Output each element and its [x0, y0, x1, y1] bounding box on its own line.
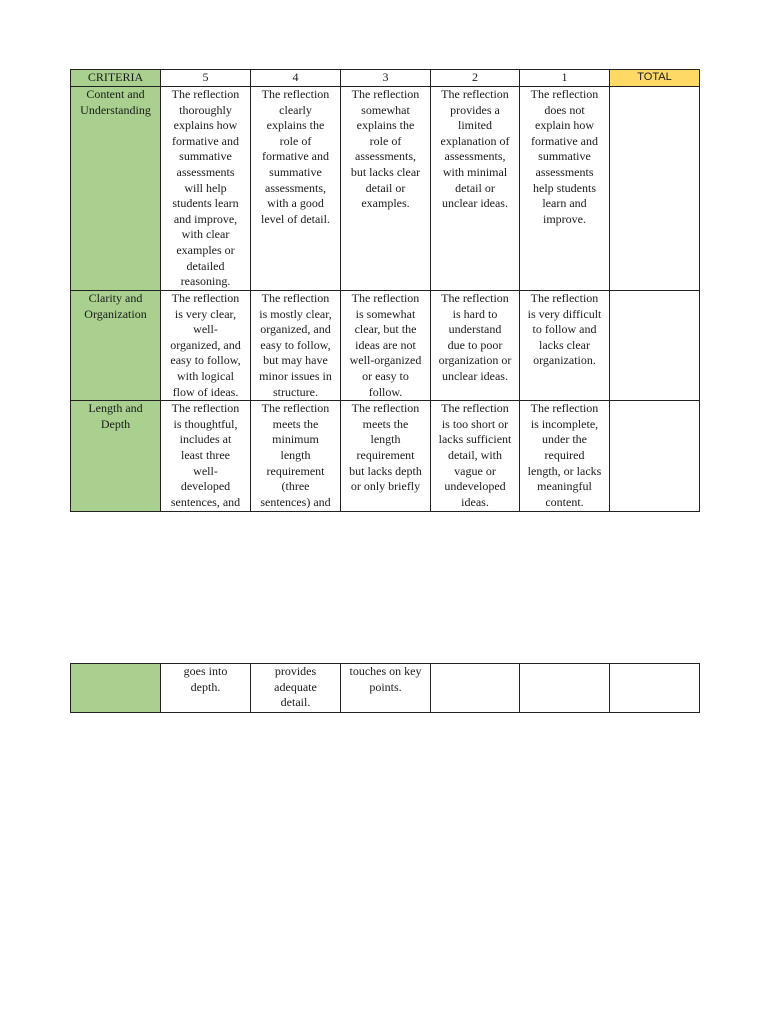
descriptor-cell: The reflection does not explain how formative and summative assessments help students learn and improve.: [520, 87, 610, 291]
descriptor-cell: The reflection is too short or lacks sufficient detail, with vague or undeveloped ideas.: [431, 401, 520, 512]
total-cell: [610, 87, 700, 291]
descriptor-cell: The reflection thoroughly explains how formative and summative assessments will help students learn and improve, with clear examples or detailed reasoning.: [161, 87, 251, 291]
criterion-cell: [71, 664, 161, 713]
descriptor-cell: The reflection is somewhat clear, but the ideas are not well-organized or easy to follow.: [341, 291, 431, 401]
descriptor-cell: The reflection is very difficult to follow and lacks clear organization.: [520, 291, 610, 401]
descriptor-cell: The reflection is very clear, well- organized, and easy to follow, with logical flow of ideas.: [161, 291, 251, 401]
descriptor-cell: The reflection clearly explains the role of formative and summative assessments, with a good level of detail.: [251, 87, 341, 291]
table-row: [71, 664, 700, 713]
descriptor-cell: The reflection provides a limited explanation of assessments, with minimal detail or unclear ideas.: [431, 87, 520, 291]
table-row: [71, 401, 700, 512]
descriptor-cell: provides adequate detail.: [251, 664, 341, 713]
descriptor-cell: The reflection meets the length requirement but lacks depth or only briefly: [341, 401, 431, 512]
descriptor-cell: [431, 664, 520, 713]
descriptor-cell: goes into depth.: [161, 664, 251, 713]
score-2-header: 2: [431, 70, 520, 87]
descriptor-cell: The reflection meets the minimum length requirement (three sentences) and: [251, 401, 341, 512]
total-header: TOTAL: [610, 70, 700, 87]
criteria-header: CRITERIA: [71, 70, 161, 87]
score-3-header: 3: [341, 70, 431, 87]
criterion-cell: Clarity and Organization: [71, 291, 161, 401]
descriptor-cell: The reflection is incomplete, under the required length, or lacks meaningful content.: [520, 401, 610, 512]
descriptor-cell: The reflection somewhat explains the role of assessments, but lacks clear detail or examples.: [341, 87, 431, 291]
descriptor-cell: [520, 664, 610, 713]
descriptor-cell: The reflection is thoughtful, includes at least three well- developed sentences, and: [161, 401, 251, 512]
descriptor-cell: The reflection is mostly clear, organized, and easy to follow, but may have minor issues in structure.: [251, 291, 341, 401]
descriptor-cell: touches on key points.: [341, 664, 431, 713]
rubric-table-continuation: [70, 663, 700, 713]
score-5-header: 5: [161, 70, 251, 87]
descriptor-cell: The reflection is hard to understand due to poor organization or unclear ideas.: [431, 291, 520, 401]
criterion-cell: Length and Depth: [71, 401, 161, 512]
criterion-cell: Content and Understanding: [71, 87, 161, 291]
total-cell: [610, 401, 700, 512]
total-cell: [610, 664, 700, 713]
score-1-header: 1: [520, 70, 610, 87]
table-row: [71, 291, 700, 401]
score-4-header: 4: [251, 70, 341, 87]
rubric-table: [70, 69, 700, 512]
total-cell: [610, 291, 700, 401]
header-row: [71, 70, 700, 87]
table-row: [71, 87, 700, 291]
